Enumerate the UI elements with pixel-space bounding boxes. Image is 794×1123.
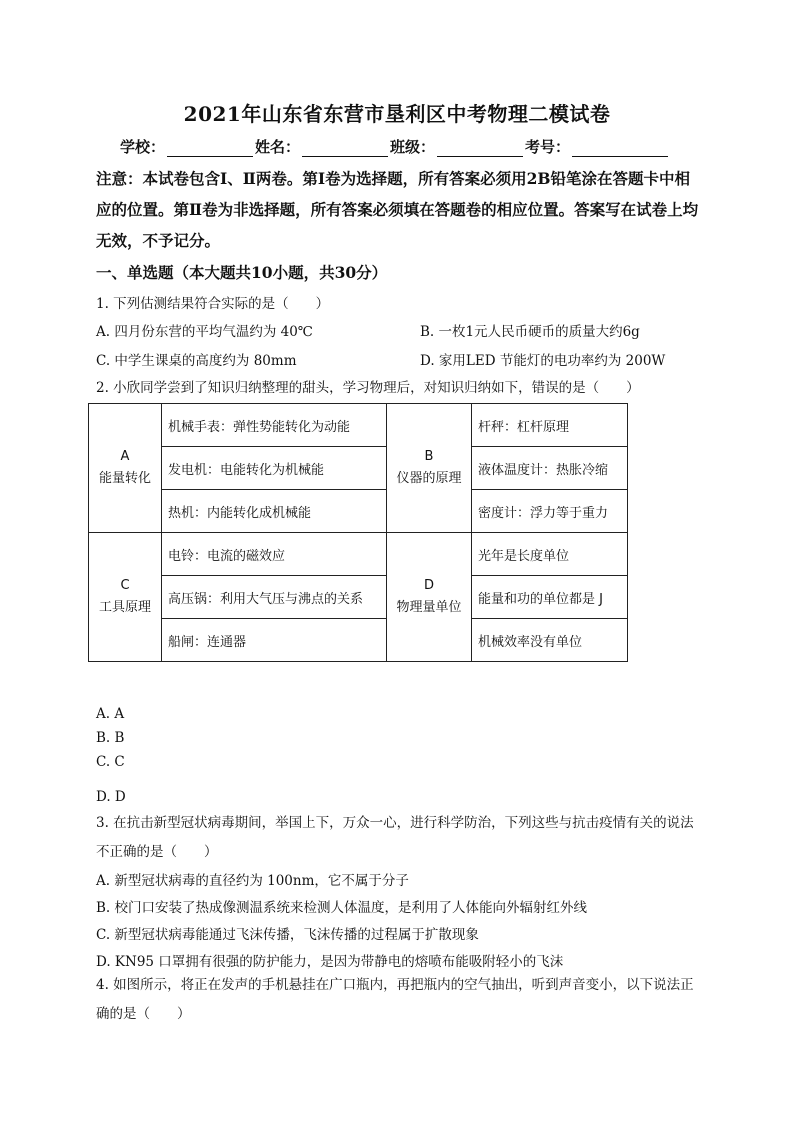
question-3-option-b: B. 校门口安装了热成像测温系统来检测人体温度，是利用了人体能向外辐射红外线: [96, 900, 588, 916]
table-cell: 电铃：电流的磁效应: [162, 533, 387, 576]
table-cell: 光年是长度单位: [472, 533, 628, 576]
name-blank[interactable]: [302, 140, 388, 157]
school-blank[interactable]: [167, 140, 253, 157]
question-1-stem: 1. 下列估测结果符合实际的是（ ）: [96, 296, 330, 312]
category-c-letter: C: [120, 578, 130, 593]
table-cell: 热机：内能转化成机械能: [162, 490, 387, 533]
question-4-stem: 4. 如图所示，将正在发声的手机悬挂在广口瓶内，再把瓶内的空气抽出，听到声音变小，以下说法正确的是（ ）: [96, 977, 694, 1022]
table-cell: 高压锅：利用大气压与沸点的关系: [162, 576, 387, 619]
question-2-stem: 2. 小欣同学尝到了知识归纳整理的甜头，学习物理后，对知识归纳如下，错误的是（ ）: [96, 380, 640, 396]
table-cell: 密度计：浮力等于重力: [472, 490, 628, 533]
category-b-letter: B: [424, 449, 434, 464]
category-b-name: 仪器的原理: [396, 471, 462, 486]
student-info-line: [120, 136, 670, 157]
table-cell: 发电机：电能转化为机械能: [162, 447, 387, 490]
question-2-option-d: D. D: [96, 789, 126, 805]
question-3-option-c: C. 新型冠状病毒能通过飞沫传播，飞沫传播的过程属于扩散现象: [96, 927, 479, 943]
table-cell: 能量和功的单位都是 J: [472, 576, 628, 619]
question-3-option-a: A. 新型冠状病毒的直径约为 100nm，它不属于分子: [96, 873, 409, 889]
exam-no-blank[interactable]: [572, 140, 668, 157]
school-label: 学校：: [120, 138, 166, 156]
exam-notice: 注意：本试卷包含Ⅰ、Ⅱ两卷。第Ⅰ卷为选择题，所有答案必须用2B铅笔涂在答题卡中相应的位置。第Ⅱ卷为非选择题，所有答案必须填在答题卷的相应位置。答案写在试卷上均无效，不予记分。: [96, 169, 699, 250]
section-heading: 一、单选题（本大题共10小题，共30分）: [96, 263, 388, 282]
name-label: 姓名：: [255, 138, 301, 156]
category-d-letter: D: [423, 578, 434, 593]
exam-title: 2021年山东省东营市垦利区中考物理二模试卷: [183, 102, 611, 126]
category-a-letter: A: [120, 449, 130, 464]
category-b-cell: [387, 404, 472, 533]
exam-no-label: 考号：: [525, 138, 571, 156]
category-d-cell: [387, 533, 472, 662]
table-cell: 机械效率没有单位: [472, 619, 628, 662]
question-1-option-b: B. 一枚1元人民币硬币的质量大约6g: [420, 324, 640, 340]
question-2-option-b: B. B: [96, 730, 125, 746]
question-3-option-d: D. KN95 口罩拥有很强的防护能力，是因为带静电的熔喷布能吸附轻小的飞沫: [96, 954, 564, 970]
question-3-stem: 3. 在抗击新型冠状病毒期间，举国上下，万众一心，进行科学防治，下列这些与抗击疫情有关的说法不正确的是（ ）: [96, 815, 694, 860]
class-blank[interactable]: [437, 140, 523, 157]
knowledge-table: [88, 403, 628, 662]
question-1-option-c: C. 中学生课桌的高度约为 80mm: [96, 353, 297, 369]
question-2-option-c: C. C: [96, 754, 125, 770]
table-cell: 杆秤：杠杆原理: [472, 404, 628, 447]
category-c-name: 工具原理: [98, 600, 151, 615]
question-2-option-a: A. A: [96, 706, 125, 722]
category-c-cell: [89, 533, 162, 662]
table-cell: 机械手表：弹性势能转化为动能: [162, 404, 387, 447]
table-cell: 液体温度计：热胀冷缩: [472, 447, 628, 490]
question-1-option-a: A. 四月份东营的平均气温约为 40℃: [96, 324, 313, 340]
class-label: 班级：: [390, 138, 436, 156]
category-d-name: 物理量单位: [396, 600, 462, 615]
table-cell: 船闸：连通器: [162, 619, 387, 662]
category-a-cell: [89, 404, 162, 533]
category-a-name: 能量转化: [98, 471, 151, 486]
question-1-option-d: D. 家用LED 节能灯的电功率约为 200W: [420, 353, 666, 369]
